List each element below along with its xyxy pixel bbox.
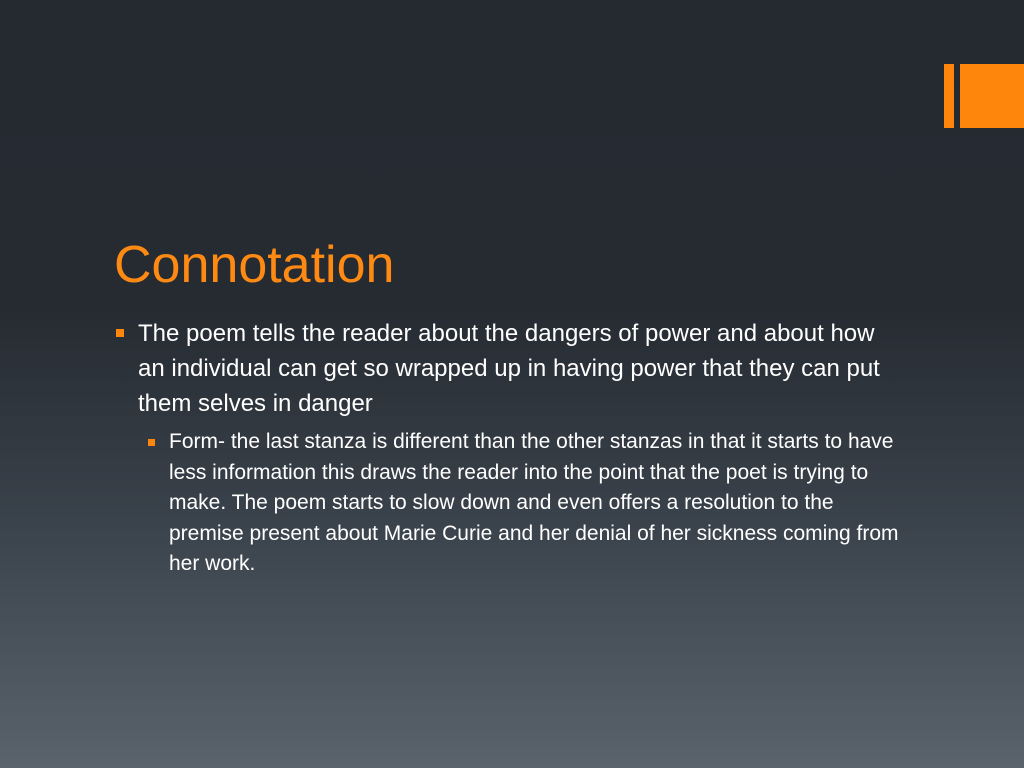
square-bullet-icon — [148, 439, 155, 446]
bullet-item — [114, 316, 904, 421]
decoration-thin-bar — [944, 64, 954, 128]
decoration-thick-block — [960, 64, 1024, 128]
bullet-text: The poem tells the reader about the dangers of power and about how an individual can get so wrapped up in having power that they can put them selves in danger — [138, 320, 880, 417]
slide-title: Connotation — [114, 236, 395, 294]
slide-body — [114, 316, 904, 580]
sub-bullet-item — [146, 427, 904, 580]
square-bullet-icon — [116, 329, 124, 337]
sub-bullet-text: Form- the last stanza is different than the other stanzas in that it starts to have less information this draws the reader into the point that the poet is trying to make. The poem starts to slow down and even offers a resolution to the premise present about Marie Curie and her denial of her sickness coming from her work. — [169, 430, 899, 575]
